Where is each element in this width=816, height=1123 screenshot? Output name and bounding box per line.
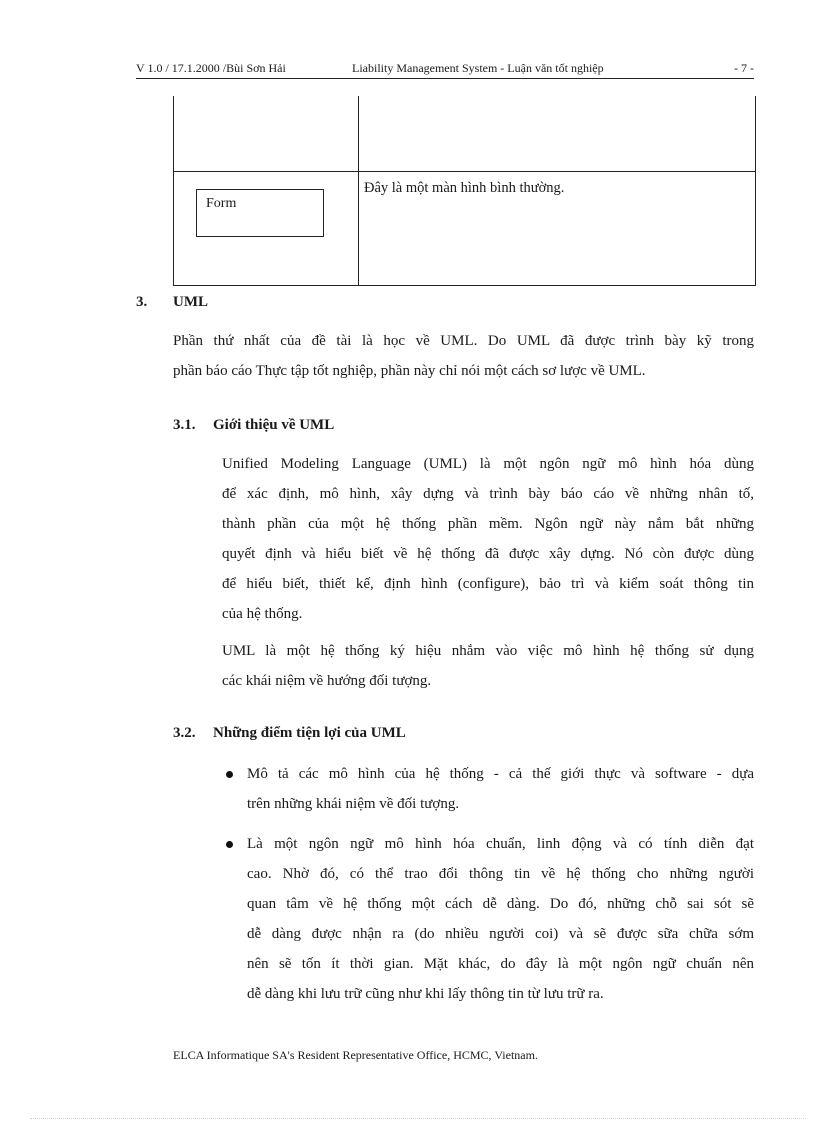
text-line: dễ dàng khi lưu trữ cũng như khi lấy thông tin từ lưu trữ ra. bbox=[247, 986, 604, 1002]
text-line: để hiểu biết, thiết kế, định hình (configure), bảo trì và kiểm soát thông tin bbox=[222, 576, 754, 592]
text-line: Là một ngôn ngữ mô hình hóa chuẩn, linh động và có tính diễn đạt bbox=[247, 836, 754, 852]
text-line: Mô tả các mô hình của hệ thống - cả thế giới thực và software - dựa bbox=[247, 766, 754, 782]
section-3-number: 3. bbox=[136, 294, 148, 310]
text-line: UML là một hệ thống ký hiệu nhắm vào việc mô hình hệ thống sử dụng bbox=[222, 643, 754, 659]
form-symbol bbox=[196, 189, 324, 237]
section-3-1-paragraph-2 bbox=[222, 636, 754, 696]
page-number: - 7 - bbox=[734, 61, 754, 75]
header-left-text: V 1.0 / 17.1.2000 /Bùi Sơn Hải bbox=[136, 61, 286, 75]
bullet-icon bbox=[226, 771, 233, 778]
section-3-intro bbox=[173, 326, 754, 386]
header-title: Liability Management System - Luận văn tốt nghiệp bbox=[352, 61, 604, 75]
text-line: nên sẽ tốn ít thời gian. Mặt khác, do đây là một ngôn ngữ chuẩn nên bbox=[247, 956, 754, 972]
table-row-divider bbox=[173, 171, 756, 172]
section-3-1-number: 3.1. bbox=[173, 417, 196, 433]
text-line: của hệ thống. bbox=[222, 606, 303, 622]
table-border-left bbox=[173, 96, 174, 286]
page-edge-divider bbox=[30, 1118, 806, 1119]
text-line: quyết định và hiểu biết về hệ thống đã được xây dựng. Nó còn được dùng bbox=[222, 546, 754, 562]
table-border-bottom bbox=[173, 285, 756, 286]
section-3-2-title: Những điểm tiện lợi của UML bbox=[213, 725, 406, 741]
text-line: quan tâm về hệ thống một cách dễ dàng. Do đó, những chỗ sai sót sẽ bbox=[247, 896, 754, 912]
footer-text: ELCA Informatique SA's Resident Representative Office, HCMC, Vietnam. bbox=[173, 1048, 538, 1062]
text-line: cao. Nhờ đó, có thể trao đổi thông tin về hệ thống cho những người bbox=[247, 866, 754, 882]
section-3-1-title: Giới thiệu về UML bbox=[213, 417, 335, 433]
section-3-title: UML bbox=[173, 294, 208, 310]
table-border-right bbox=[755, 96, 756, 286]
text-line: Unified Modeling Language (UML) là một ngôn ngữ mô hình hóa dùng bbox=[222, 456, 754, 472]
list-item bbox=[222, 759, 754, 819]
list-item-text bbox=[247, 829, 754, 1009]
form-symbol-label: Form bbox=[206, 196, 237, 211]
table-column-divider bbox=[358, 96, 359, 286]
list-item-text bbox=[247, 759, 754, 819]
text-line: để xác định, mô hình, xây dựng và trình bày báo cáo về những nhân tố, bbox=[222, 486, 754, 502]
notation-table bbox=[173, 96, 756, 286]
list-item bbox=[222, 829, 754, 1009]
section-3-1-paragraph-1 bbox=[222, 449, 754, 629]
header-rule bbox=[136, 78, 754, 79]
text-line: thành phần của một hệ thống phần mềm. Ngôn ngữ này nắm bắt những bbox=[222, 516, 754, 532]
text-line: trên những khái niệm về đối tượng. bbox=[247, 796, 460, 812]
text-line: dễ dàng được nhận ra (do nhiều người coi) và sẽ được sữa chữa sớm bbox=[247, 926, 754, 942]
section-3-2-heading bbox=[173, 725, 406, 742]
section-3-1-heading bbox=[173, 417, 334, 434]
text-line: Phần thứ nhất của đề tài là học về UML. Do UML đã được trình bày kỹ trong bbox=[173, 333, 754, 349]
bullet-icon bbox=[226, 841, 233, 848]
text-line: phần báo cáo Thực tập tốt nghiệp, phần này chỉ nói một cách sơ lược về UML. bbox=[173, 363, 646, 379]
section-3-2-number: 3.2. bbox=[173, 725, 196, 741]
text-line: các khái niệm về hướng đối tượng. bbox=[222, 673, 432, 689]
form-description: Đây là một màn hình bình thường. bbox=[364, 180, 565, 196]
